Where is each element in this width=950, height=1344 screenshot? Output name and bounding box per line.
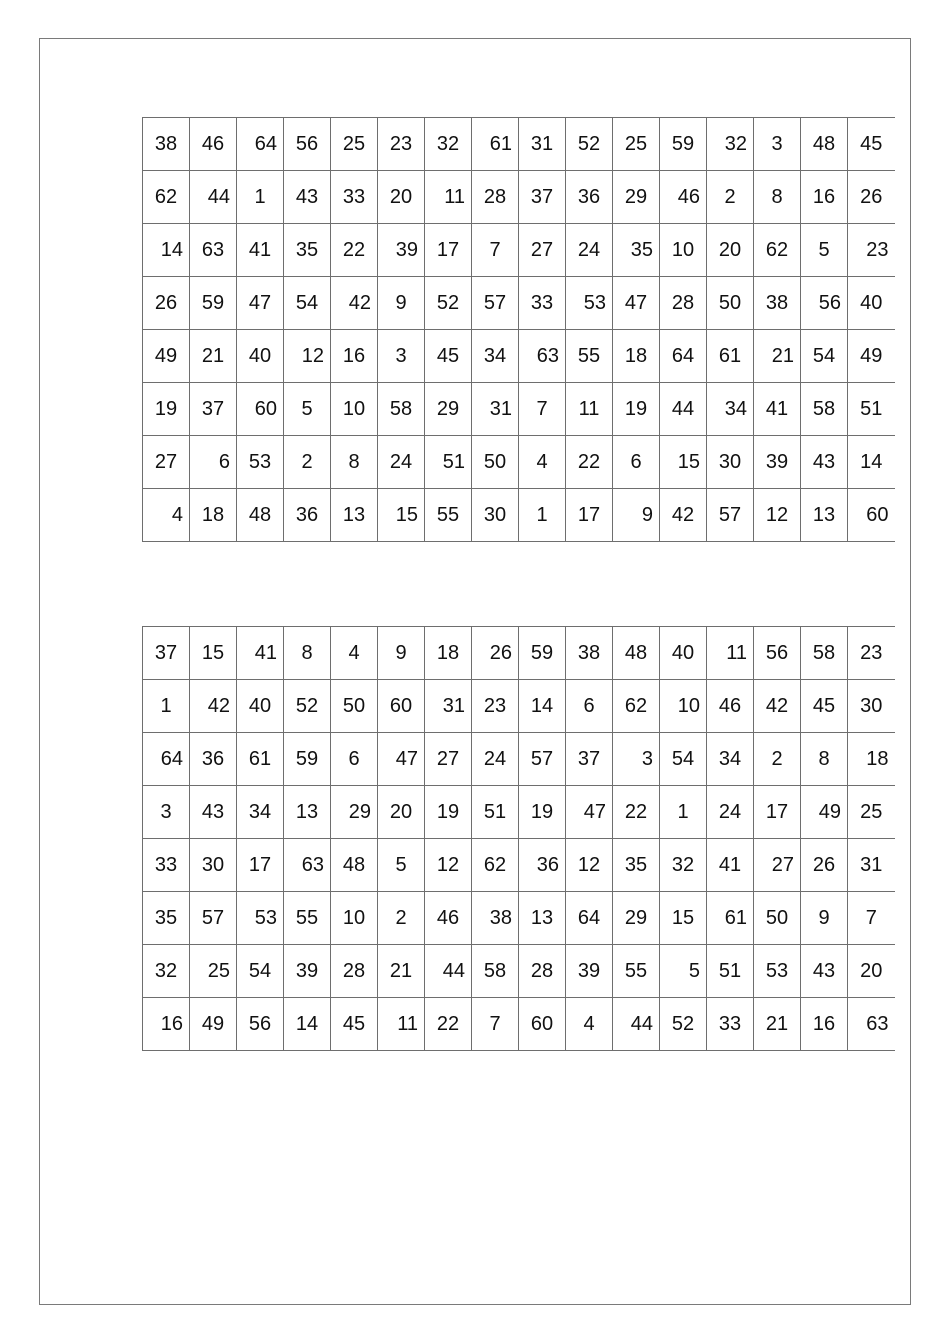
grid-cell: 58	[801, 627, 848, 680]
grid-cell: 4	[519, 436, 566, 489]
grid-cell: 52	[425, 277, 472, 330]
grid-cell: 20	[378, 171, 425, 224]
grid-cell: 19	[519, 786, 566, 839]
grid-cell: 32	[143, 945, 190, 998]
number-grid-1	[142, 117, 895, 542]
grid-cell: 51	[425, 436, 472, 489]
grid-cell: 53	[237, 892, 284, 945]
grid-cell: 56	[754, 627, 801, 680]
grid-cell: 26	[801, 839, 848, 892]
grid-cell: 45	[848, 118, 895, 171]
grid-cell: 46	[707, 680, 754, 733]
grid-cell: 39	[754, 436, 801, 489]
grid-cell: 63	[190, 224, 237, 277]
grid-cell: 25	[331, 118, 378, 171]
grid-cell: 31	[519, 118, 566, 171]
grid-cell: 43	[801, 436, 848, 489]
grid-cell: 2	[707, 171, 754, 224]
grid-cell: 14	[848, 436, 895, 489]
table-row	[143, 118, 895, 171]
grid-cell: 16	[143, 998, 190, 1051]
grid-cell: 47	[237, 277, 284, 330]
grid-cell: 26	[143, 277, 190, 330]
grid-cell: 47	[378, 733, 425, 786]
grid-cell: 49	[848, 330, 895, 383]
grid-cell: 12	[284, 330, 331, 383]
grid-cell: 1	[237, 171, 284, 224]
grid-cell: 44	[613, 998, 660, 1051]
grid-cell: 2	[378, 892, 425, 945]
grid-cell: 33	[331, 171, 378, 224]
grid-cell: 4	[143, 489, 190, 542]
grid-cell: 11	[707, 627, 754, 680]
grid-cell: 18	[425, 627, 472, 680]
grid-cell: 32	[425, 118, 472, 171]
grid-cell: 55	[284, 892, 331, 945]
grid-cell: 55	[425, 489, 472, 542]
grid-cell: 29	[425, 383, 472, 436]
grid-cell: 11	[425, 171, 472, 224]
grid-cell: 57	[707, 489, 754, 542]
grid-cell: 63	[519, 330, 566, 383]
grid-cell: 22	[566, 436, 613, 489]
grid-cell: 35	[613, 224, 660, 277]
grid-cell: 38	[754, 277, 801, 330]
grid-cell: 42	[190, 680, 237, 733]
grid-cell: 60	[519, 998, 566, 1051]
grid-cell: 58	[801, 383, 848, 436]
grid-cell: 40	[848, 277, 895, 330]
grid-cell: 49	[190, 998, 237, 1051]
grid-cell: 19	[425, 786, 472, 839]
grid-cell: 60	[848, 489, 895, 542]
table-row	[143, 436, 895, 489]
grid-cell: 48	[237, 489, 284, 542]
grid-cell: 7	[848, 892, 895, 945]
grid-cell: 39	[566, 945, 613, 998]
grid-cell: 16	[801, 171, 848, 224]
grid-cell: 59	[190, 277, 237, 330]
grid-cell: 24	[472, 733, 519, 786]
grid-cell: 21	[754, 998, 801, 1051]
grid-cell: 41	[754, 383, 801, 436]
grid-cell: 27	[143, 436, 190, 489]
table-row	[143, 224, 895, 277]
grid-cell: 16	[331, 330, 378, 383]
grid-cell: 38	[566, 627, 613, 680]
grid-cell: 14	[519, 680, 566, 733]
grid-cell: 17	[237, 839, 284, 892]
grid-cell: 63	[284, 839, 331, 892]
grid-cell: 13	[284, 786, 331, 839]
grid-cell: 15	[660, 892, 707, 945]
grid-cell: 56	[284, 118, 331, 171]
grid-cell: 62	[472, 839, 519, 892]
grid-cell: 33	[519, 277, 566, 330]
grid-cell: 64	[237, 118, 284, 171]
grid-cell: 50	[754, 892, 801, 945]
grid-cell: 22	[331, 224, 378, 277]
grid-cell: 57	[190, 892, 237, 945]
grid-cell: 20	[848, 945, 895, 998]
grid-cell: 64	[660, 330, 707, 383]
grid-cell: 30	[472, 489, 519, 542]
grid-cell: 34	[472, 330, 519, 383]
grid-cell: 47	[566, 786, 613, 839]
grid-cell: 57	[472, 277, 519, 330]
grid-cell: 24	[566, 224, 613, 277]
table-row	[143, 277, 895, 330]
grid-cell: 54	[284, 277, 331, 330]
grid-cell: 28	[660, 277, 707, 330]
grid-cell: 37	[143, 627, 190, 680]
grid-cell: 46	[660, 171, 707, 224]
grid-cell: 62	[143, 171, 190, 224]
grid-cell: 1	[519, 489, 566, 542]
grid-cell: 32	[707, 118, 754, 171]
grid-cell: 53	[237, 436, 284, 489]
grid-cell: 31	[425, 680, 472, 733]
grid-cell: 7	[472, 224, 519, 277]
grid-cell: 21	[190, 330, 237, 383]
grid-cell: 61	[707, 330, 754, 383]
grid-cell: 38	[472, 892, 519, 945]
grid-cell: 51	[472, 786, 519, 839]
grid-cell: 3	[613, 733, 660, 786]
grid-cell: 35	[613, 839, 660, 892]
grid-cell: 37	[566, 733, 613, 786]
grid-cell: 40	[237, 330, 284, 383]
grid-cell: 14	[143, 224, 190, 277]
grid-cell: 48	[613, 627, 660, 680]
grid-cell: 10	[331, 892, 378, 945]
grid-cell: 48	[331, 839, 378, 892]
grid-cell: 36	[519, 839, 566, 892]
table-row	[143, 330, 895, 383]
grid-cell: 12	[425, 839, 472, 892]
grid-cell: 46	[425, 892, 472, 945]
table-row	[143, 489, 895, 542]
grid-cell: 34	[707, 733, 754, 786]
grid-cell: 28	[472, 171, 519, 224]
grid-cell: 52	[660, 998, 707, 1051]
grid-cell: 54	[237, 945, 284, 998]
grid-cell: 45	[425, 330, 472, 383]
grid-cell: 42	[754, 680, 801, 733]
grid-cell: 34	[707, 383, 754, 436]
grid-cell: 8	[754, 171, 801, 224]
grid-cell: 14	[284, 998, 331, 1051]
grid-cell: 53	[566, 277, 613, 330]
grid-cell: 55	[566, 330, 613, 383]
grid-cell: 16	[801, 998, 848, 1051]
grid-cell: 30	[848, 680, 895, 733]
grid-cell: 36	[190, 733, 237, 786]
grid-cell: 30	[190, 839, 237, 892]
table-row	[143, 383, 895, 436]
grid-cell: 29	[613, 171, 660, 224]
grid-cell: 44	[660, 383, 707, 436]
grid-cell: 25	[613, 118, 660, 171]
table-row	[143, 892, 895, 945]
grid-cell: 12	[566, 839, 613, 892]
grid-cell: 36	[284, 489, 331, 542]
grid-cell: 23	[472, 680, 519, 733]
grid-cell: 1	[660, 786, 707, 839]
grid-cell: 51	[848, 383, 895, 436]
grid-cell: 24	[707, 786, 754, 839]
grid-cell: 10	[660, 224, 707, 277]
grid-cell: 36	[566, 171, 613, 224]
grid-cell: 62	[613, 680, 660, 733]
grid-cell: 18	[613, 330, 660, 383]
grid-cell: 58	[472, 945, 519, 998]
grid-cell: 29	[613, 892, 660, 945]
grid-cell: 44	[425, 945, 472, 998]
grid-cell: 23	[848, 627, 895, 680]
grid-cell: 64	[143, 733, 190, 786]
grid-cell: 1	[143, 680, 190, 733]
grid-cell: 17	[425, 224, 472, 277]
grid-cell: 48	[801, 118, 848, 171]
grid-cell: 41	[237, 224, 284, 277]
grid-cell: 49	[143, 330, 190, 383]
grid-cell: 13	[519, 892, 566, 945]
grid-cell: 8	[801, 733, 848, 786]
grid-cell: 25	[848, 786, 895, 839]
grid-cell: 41	[707, 839, 754, 892]
grid-cell: 28	[331, 945, 378, 998]
grid-cell: 43	[284, 171, 331, 224]
table-row	[143, 998, 895, 1051]
grid-cell: 4	[566, 998, 613, 1051]
grid-cell: 37	[519, 171, 566, 224]
grid-cell: 9	[801, 892, 848, 945]
table-row	[143, 171, 895, 224]
grid-cell: 20	[707, 224, 754, 277]
grid-cell: 6	[190, 436, 237, 489]
grid-cell: 27	[519, 224, 566, 277]
grid-cell: 27	[754, 839, 801, 892]
grid-cell: 6	[613, 436, 660, 489]
grid-cell: 40	[660, 627, 707, 680]
grid-cell: 33	[707, 998, 754, 1051]
grid-cell: 54	[801, 330, 848, 383]
grid-cell: 46	[190, 118, 237, 171]
grid-cell: 30	[707, 436, 754, 489]
grid-cell: 2	[754, 733, 801, 786]
grid-cell: 13	[331, 489, 378, 542]
grid-cell: 59	[519, 627, 566, 680]
table-row	[143, 945, 895, 998]
grid-cell: 24	[378, 436, 425, 489]
grid-cell: 56	[237, 998, 284, 1051]
grid-cell: 52	[566, 118, 613, 171]
grid-cell: 64	[566, 892, 613, 945]
grid-cell: 5	[801, 224, 848, 277]
grid-cell: 61	[237, 733, 284, 786]
grid-cell: 13	[801, 489, 848, 542]
number-grid-2	[142, 626, 895, 1051]
grid-cell: 7	[472, 998, 519, 1051]
grid-cell: 43	[801, 945, 848, 998]
grid-cell: 12	[754, 489, 801, 542]
grid-cell: 57	[519, 733, 566, 786]
grid-cell: 9	[378, 277, 425, 330]
grid-cell: 61	[707, 892, 754, 945]
grid-cell: 45	[331, 998, 378, 1051]
grid-cell: 63	[848, 998, 895, 1051]
grid-cell: 38	[143, 118, 190, 171]
table-row	[143, 680, 895, 733]
grid-cell: 19	[143, 383, 190, 436]
grid-cell: 43	[190, 786, 237, 839]
grid-cell: 8	[284, 627, 331, 680]
grid-cell: 11	[378, 998, 425, 1051]
grid-cell: 21	[754, 330, 801, 383]
grid-cell: 6	[331, 733, 378, 786]
grid-cell: 2	[284, 436, 331, 489]
grid-cell: 19	[613, 383, 660, 436]
grid-cell: 10	[331, 383, 378, 436]
grid-cell: 31	[472, 383, 519, 436]
grid-cell: 45	[801, 680, 848, 733]
grid-cell: 42	[331, 277, 378, 330]
grid-cell: 26	[848, 171, 895, 224]
table-row	[143, 786, 895, 839]
grid-cell: 34	[237, 786, 284, 839]
grid-cell: 17	[566, 489, 613, 542]
grid-cell: 56	[801, 277, 848, 330]
grid-cell: 51	[707, 945, 754, 998]
grid-cell: 4	[331, 627, 378, 680]
grid-cell: 62	[754, 224, 801, 277]
grid-cell: 60	[378, 680, 425, 733]
grid-cell: 52	[284, 680, 331, 733]
grid-cell: 33	[143, 839, 190, 892]
grid-cell: 40	[237, 680, 284, 733]
grid-cell: 11	[566, 383, 613, 436]
table-row	[143, 839, 895, 892]
grid-cell: 21	[378, 945, 425, 998]
grid-cell: 22	[613, 786, 660, 839]
grid-cell: 17	[754, 786, 801, 839]
grid-cell: 9	[378, 627, 425, 680]
grid-cell: 3	[378, 330, 425, 383]
grid-cell: 50	[331, 680, 378, 733]
grid-cell: 37	[190, 383, 237, 436]
grid-cell: 15	[378, 489, 425, 542]
grid-cell: 6	[566, 680, 613, 733]
grid-cell: 32	[660, 839, 707, 892]
grid-cell: 28	[519, 945, 566, 998]
grid-cell: 50	[707, 277, 754, 330]
grid-cell: 29	[331, 786, 378, 839]
grid-cell: 44	[190, 171, 237, 224]
grid-cell: 18	[190, 489, 237, 542]
grid-cell: 39	[378, 224, 425, 277]
grid-cell: 25	[190, 945, 237, 998]
grid-cell: 54	[660, 733, 707, 786]
table-row	[143, 733, 895, 786]
grid-cell: 60	[237, 383, 284, 436]
grid-cell: 15	[190, 627, 237, 680]
grid-cell: 53	[754, 945, 801, 998]
grid-cell: 47	[613, 277, 660, 330]
grid-cell: 26	[472, 627, 519, 680]
grid-cell: 20	[378, 786, 425, 839]
grid-cell: 5	[660, 945, 707, 998]
grid-cell: 8	[331, 436, 378, 489]
grid-cell: 49	[801, 786, 848, 839]
grid-cell: 15	[660, 436, 707, 489]
grid-cell: 18	[848, 733, 895, 786]
grid-cell: 3	[143, 786, 190, 839]
grid-cell: 61	[472, 118, 519, 171]
grid-cell: 42	[660, 489, 707, 542]
grid-cell: 58	[378, 383, 425, 436]
grid-cell: 59	[284, 733, 331, 786]
grid-cell: 50	[472, 436, 519, 489]
grid-cell: 3	[754, 118, 801, 171]
grid-cell: 41	[237, 627, 284, 680]
table-row	[143, 627, 895, 680]
grid-cell: 22	[425, 998, 472, 1051]
grid-cell: 35	[284, 224, 331, 277]
grid-cell: 31	[848, 839, 895, 892]
grid-cell: 27	[425, 733, 472, 786]
grid-cell: 5	[284, 383, 331, 436]
grid-cell: 10	[660, 680, 707, 733]
grid-cell: 59	[660, 118, 707, 171]
grid-cell: 7	[519, 383, 566, 436]
grid-cell: 9	[613, 489, 660, 542]
grid-cell: 39	[284, 945, 331, 998]
grid-cell: 23	[848, 224, 895, 277]
grid-cell: 23	[378, 118, 425, 171]
grid-cell: 55	[613, 945, 660, 998]
grid-cell: 35	[143, 892, 190, 945]
grid-cell: 5	[378, 839, 425, 892]
